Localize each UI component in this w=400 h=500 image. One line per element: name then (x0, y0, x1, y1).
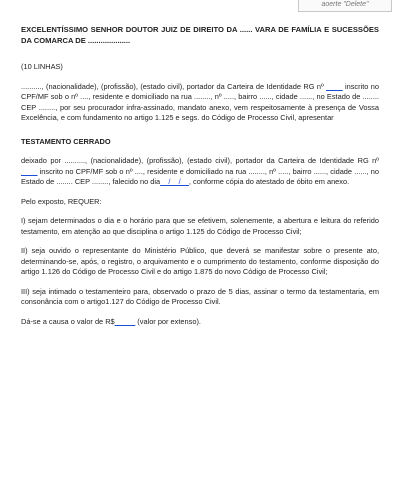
lines-note: (10 LINHAS) (21, 62, 63, 72)
request-intro: Pelo exposto, REQUER: (21, 196, 102, 206)
value-blank-field[interactable]: _____ (114, 316, 136, 326)
document-body (21, 16, 379, 327)
request-item-3: III) seja intimado o testamenteiro para, observado o prazo de 5 dias, assinar o termo da testamentaria, em consonância com o artigo1.127 do Código de Processo Civil. (21, 286, 379, 307)
deceased-rg-blank-field[interactable]: ____ (21, 166, 38, 176)
intro-paragraph: .........., (nacionalidade), (profissão), (estado civil), portador da Carteira de Identidade RG nº ____ inscrito no CPF/MF sob o nº ...., residente e domiciliado na rua ........, nº ....., bairro ......, cidade ......, no Estado de ........ CEP ........, por seu procurador infra-assinado, mandato anexo, vem respeitosamente à presença de Vossa Excelência, e com fundamento no artigo 1.125 e segs. do Código de Processo Civil, apresentar (21, 81, 379, 123)
section-title: TESTAMENTO CERRADO (21, 136, 111, 146)
case-value-paragraph: Dá-se a causa o valor de R$_____ (valor por extenso). (21, 316, 201, 326)
death-date-blank-field[interactable]: __/__/__ (160, 177, 189, 187)
request-item-2: II) seja ouvido o representante do Ministério Público, que deverá se manifestar sobre o presente ato, determinando-se, após, o registro, o arquivamento e o cumprimento do testamento, conforme disposição do artigo 1.126 do Código de Processo Civil e do artigo 1.875 do novo Código de Processo Civil; (21, 246, 379, 277)
rg-blank-field[interactable]: ____ (326, 81, 343, 91)
request-item-1: I) sejam determinados o dia e o horário para que se efetivem, solenemente, a abertura e leitura do referido testamento, em atenção ao que disciplina o artigo 1.125 do Código de Processo Civil; (21, 216, 379, 236)
delete-hint: aoerte "Delete" (298, 0, 392, 12)
deceased-paragraph: deixado por .........., (nacionalidade), (profissão), (estado civil), portador da Carteira de Identidade RG nº ____ inscrito no CPF/MF sob o nº ...., residente e domiciliado na rua ........, nº ....., bairro ......, cidade ......, no Estado de ........ CEP ........, falecido no dia__/__/__, conforme cópia do atestado de óbito em anexo. (21, 156, 379, 187)
document-header: EXCELENTÍSSIMO SENHOR DOUTOR JUIZ DE DIREITO DA ...... VARA DE FAMÍLIA E SUCESSÕES DA COMARCA DE .................... (21, 24, 379, 45)
